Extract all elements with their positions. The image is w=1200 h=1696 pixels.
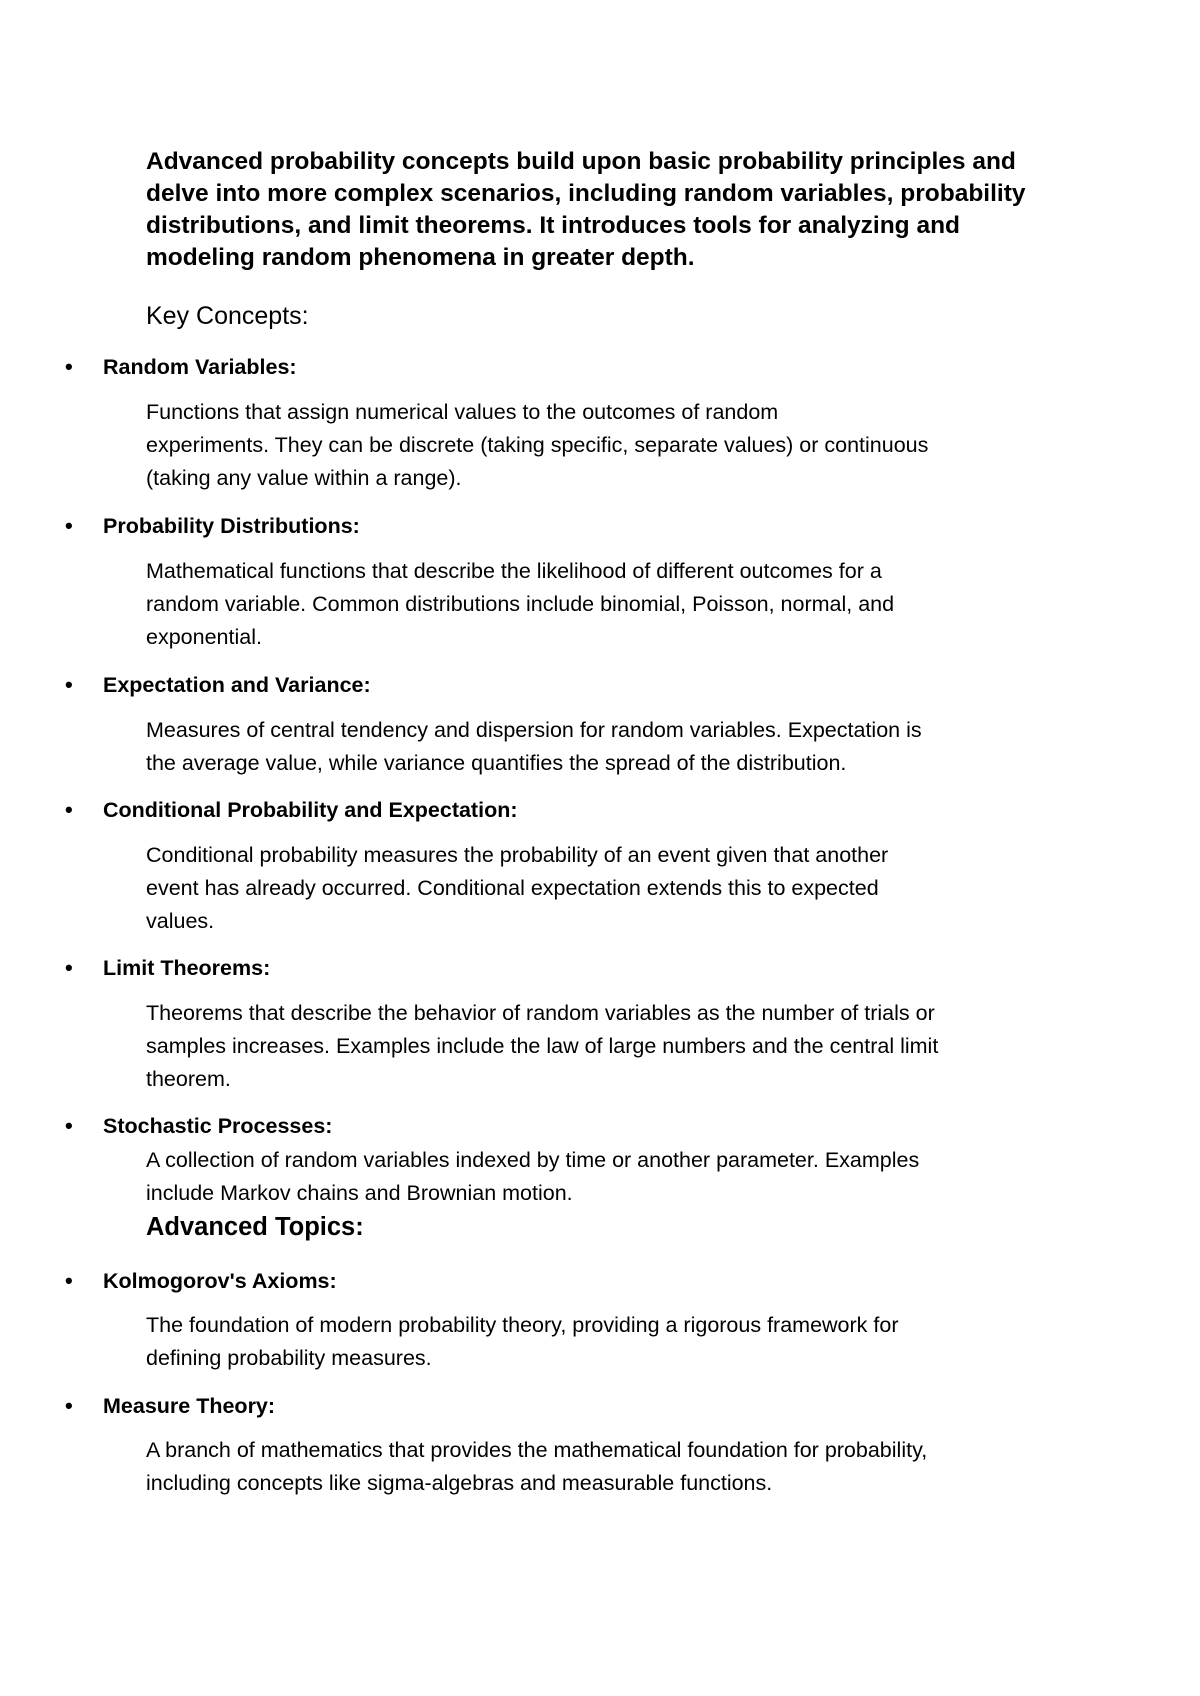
description-line: experiments. They can be discrete (taking specific, separate values) or continuous	[146, 433, 929, 457]
description-line: samples increases. Examples include the law of large numbers and the central limit	[146, 1034, 939, 1058]
intro-line: Advanced probability concepts build upon basic probability principles and	[146, 148, 1016, 175]
description-expectation-and-variance	[146, 714, 922, 780]
description-line: exponential.	[146, 625, 262, 649]
term-random-variables: Random Variables:	[103, 355, 297, 379]
description-line: (taking any value within a range).	[146, 466, 462, 490]
description-line: theorem.	[146, 1067, 231, 1091]
term-expectation-and-variance: Expectation and Variance:	[103, 673, 371, 697]
description-line: event has already occurred. Conditional expectation extends this to expected	[146, 876, 879, 900]
bullet-icon: •	[65, 955, 73, 980]
description-line: random variable. Common distributions include binomial, Poisson, normal, and	[146, 592, 895, 616]
bullet-icon: •	[65, 513, 73, 538]
description-line: values.	[146, 909, 215, 933]
bullet-icon: •	[65, 797, 73, 822]
intro-line: modeling random phenomena in greater depth.	[146, 244, 695, 271]
term-measure-theory: Measure Theory:	[103, 1394, 276, 1418]
description-line: defining probability measures.	[146, 1346, 432, 1370]
description-line: the average value, while variance quantifies the spread of the distribution.	[146, 751, 847, 775]
term-kolmogorov-axioms: Kolmogorov's Axioms:	[103, 1269, 337, 1293]
term-stochastic-processes: Stochastic Processes:	[103, 1114, 333, 1138]
description-random-variables	[146, 396, 928, 495]
description-conditional-probability	[146, 839, 888, 938]
bullet-icon: •	[65, 1393, 73, 1418]
description-line: The foundation of modern probability theory, providing a rigorous framework for	[146, 1313, 899, 1337]
intro-line: delve into more complex scenarios, including random variables, probability	[146, 180, 1026, 207]
description-line: Theorems that describe the behavior of random variables as the number of trials or	[146, 1001, 935, 1025]
description-line: Mathematical functions that describe the likelihood of different outcomes for a	[146, 559, 882, 583]
bullet-icon: •	[65, 1268, 73, 1293]
description-line: include Markov chains and Brownian motion.	[146, 1181, 573, 1205]
bullet-icon: •	[65, 354, 73, 379]
term-probability-distributions: Probability Distributions:	[103, 514, 360, 538]
description-stochastic-processes	[146, 1144, 919, 1210]
advanced-topics-heading: Advanced Topics:	[146, 1213, 364, 1241]
key-concepts-heading: Key Concepts:	[146, 302, 309, 330]
description-line: A collection of random variables indexed by time or another parameter. Examples	[146, 1148, 920, 1172]
intro-paragraph	[146, 146, 1026, 274]
bullet-icon: •	[65, 1113, 73, 1138]
description-line: A branch of mathematics that provides the mathematical foundation for probability,	[146, 1438, 928, 1462]
term-conditional-probability: Conditional Probability and Expectation:	[103, 798, 518, 822]
description-line: Measures of central tendency and dispersion for random variables. Expectation is	[146, 718, 922, 742]
description-limit-theorems	[146, 997, 938, 1096]
term-limit-theorems: Limit Theorems:	[103, 956, 271, 980]
description-probability-distributions	[146, 555, 894, 654]
intro-line: distributions, and limit theorems. It introduces tools for analyzing and	[146, 212, 961, 239]
description-measure-theory	[146, 1434, 927, 1500]
description-line: Functions that assign numerical values to the outcomes of random	[146, 400, 779, 424]
description-kolmogorov-axioms	[146, 1309, 899, 1375]
description-line: including concepts like sigma-algebras and measurable functions.	[146, 1471, 773, 1495]
bullet-icon: •	[65, 672, 73, 697]
description-line: Conditional probability measures the probability of an event given that another	[146, 843, 889, 867]
